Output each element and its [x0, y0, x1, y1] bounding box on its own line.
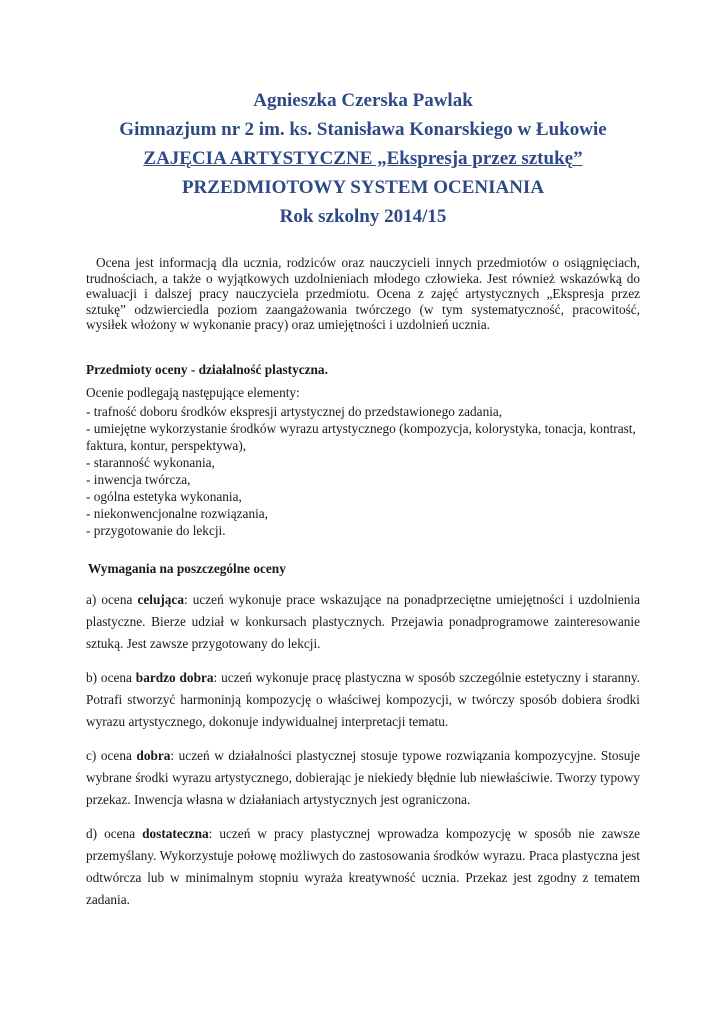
grade-name: bardzo dobra — [135, 669, 214, 685]
grading-system-title: PRZEDMIOTOWY SYSTEM OCENIANIA — [181, 177, 545, 198]
course-title: ZAJĘCIA ARTYSTYCZNE „Ekspresja przez sztukę” — [143, 148, 583, 169]
school-name: Gimnazjum nr 2 im. ks. Stanisława Konarskiego w Łukowie — [119, 119, 607, 140]
grade-name: celująca — [137, 591, 184, 607]
requirements-heading: Wymagania na poszczególne oceny — [88, 560, 286, 576]
document-page — [86, 0, 640, 911]
grade-text: : uczeń wykonuje pracę plastyczna w sposób szczególnie estetyczny i staranny. Potrafi stworzyć harmoninją kompozycję o właściwej kompozycji, w twórczy sposób dobiera środki wyrazu artystycznego, dokonuje indywidualnej interpretacji tematu. — [86, 669, 640, 729]
list-item: - staranność wykonania, — [86, 454, 215, 470]
grade-prefix: c) ocena — [86, 747, 137, 763]
list-item: - inwencja twórcza, — [86, 471, 191, 487]
subjects-heading: Przedmioty oceny - działalność plastyczna. — [86, 361, 328, 377]
grade-name: dostateczna — [142, 825, 209, 841]
grade-paragraph-bardzo-dobra — [86, 667, 640, 733]
grade-name: dobra — [136, 747, 171, 763]
grade-paragraph-dobra — [86, 745, 640, 811]
grade-text: : uczeń w pracy plastycznej wprowadza kompozycję w sposób nie zawsze przemyślany. Wykorzystuje połowę możliwych do zastosowania środków wyrazu. Praca plastyczna jest odtwórcza lub w minimalnym stopniu wyraża kreatywność ucznia. Przekaz jest zgodny z tematem zadania. — [86, 825, 640, 907]
grade-text: : uczeń w działalności plastycznej stosuje typowe rozwiązania kompozycyjne. Stosuje wybrane środki wyrazu artystycznego, dobierając je niekiedy błędnie lub niewłaściwie. Tworzy typowy przekaz. Inwencja własna w działaniach artystycznych jest ograniczona. — [86, 747, 640, 807]
list-item: - przygotowanie do lekcji. — [86, 522, 226, 538]
subjects-list — [86, 403, 640, 539]
intro-paragraph: Ocena jest informacją dla ucznia, rodziców oraz nauczycieli innych przedmiotów o osiągnięciach, trudnościach, a także o wyjątkowych uzdolnieniach młodego człowieka. Jest również wskazówką do ewaluacji i dalszej pracy nauczyciela przedmiotu. Ocena z zajęć artystycznych „Ekspresja przez sztukę” odzwierciedla poziom zaangażowania twórczego (w tym systematyczność, pracowitość, wysiłek włożony w wykonanie pracy) oraz umiejętności i uzdolnień ucznia. — [86, 255, 640, 333]
title-block — [86, 86, 640, 231]
list-item: - trafność doboru środków ekspresji artystycznej do przedstawionego zadania, — [86, 403, 503, 419]
grade-text: : uczeń wykonuje prace wskazujące na ponadprzeciętne umiejętności i uzdolnienia plastyczne. Bierze udział w konkursach plastycznych. Przejawia ponadprogramowe zainteresowanie sztuką. Jest zawsze przygotowany do lekcji. — [86, 591, 641, 651]
list-item: - umiejętne wykorzystanie środków wyrazu artystycznego (kompozycja, kolorystyka, tonacja, kontrast, faktura, kontur, perspektywa), — [86, 420, 636, 453]
grade-prefix: a) ocena — [86, 591, 138, 607]
list-item: - ogólna estetyka wykonania, — [86, 488, 242, 504]
school-year: Rok szkolny 2014/15 — [279, 206, 447, 227]
grade-prefix: b) ocena — [86, 669, 136, 685]
grade-paragraph-celujaca — [86, 589, 640, 655]
list-item: - niekonwencjonalne rozwiązania, — [86, 505, 269, 521]
grade-paragraph-dostateczna — [86, 823, 640, 911]
subjects-lead: Ocenie podlegają następujące elementy: — [86, 384, 300, 400]
author-name: Agnieszka Czerska Pawlak — [253, 90, 473, 111]
grade-prefix: d) ocena — [86, 825, 143, 841]
